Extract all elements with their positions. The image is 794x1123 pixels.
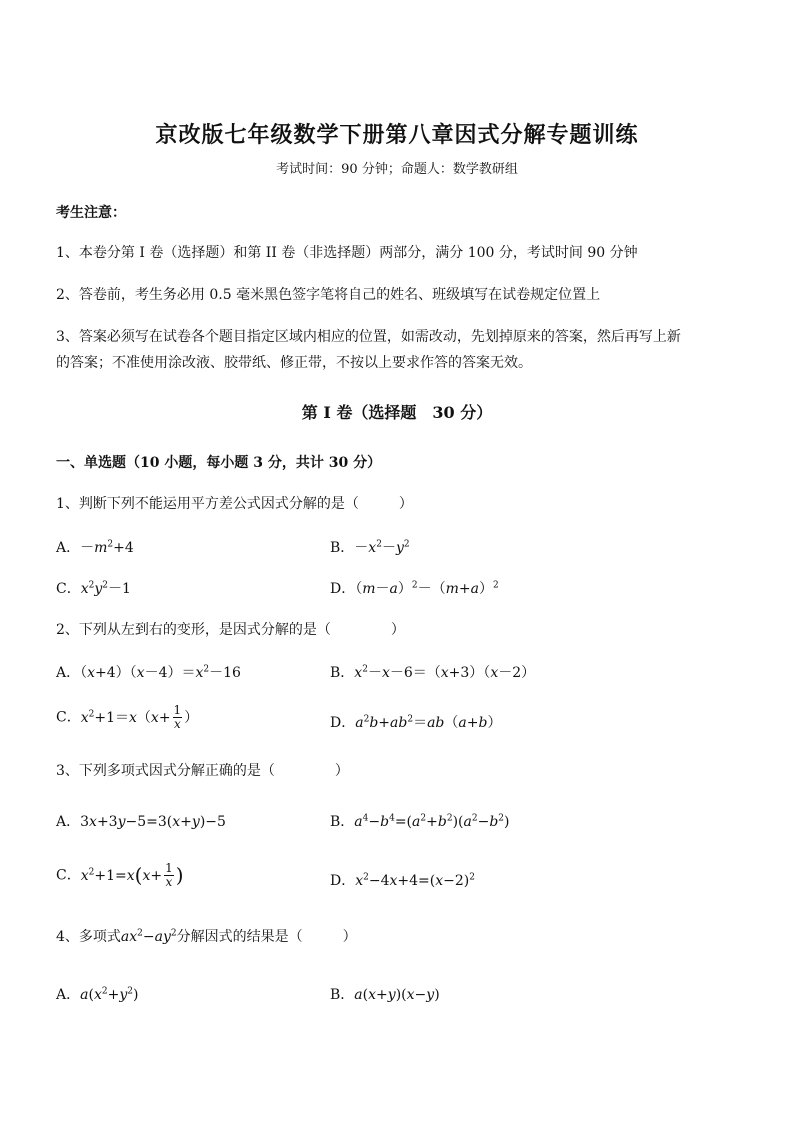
option-label: A． [56, 665, 81, 681]
q1-option-a[interactable]: A．$-m^2+4$ [56, 539, 134, 556]
question-2-close: ） [390, 622, 405, 638]
question-1-stem: 1、判断下列不能运用平方差公式因式分解的是（ [56, 496, 359, 512]
notice-item-3b: 的答案；不准使用涂改液、胶带纸、修正带，不按以上要求作答的答案无效。 [56, 355, 532, 371]
option-label: D． [330, 581, 356, 597]
question-2-stem: 2、下列从左到右的变形，是因式分解的是（ [56, 622, 331, 638]
q3-option-d[interactable]: D．$x^2-4x+4=(x-2)^2$ [330, 872, 476, 889]
option-label: C． [56, 867, 81, 884]
option-label: B． [330, 665, 355, 681]
q3-option-a[interactable]: A．3x+3y−5=3(x+y)−5 [56, 814, 226, 830]
option-label: D． [330, 873, 356, 889]
question-2 [56, 619, 746, 639]
option-label: A． [56, 540, 81, 556]
option-label: C． [56, 581, 81, 597]
q1-option-b[interactable]: B．$-x^2-y^2$ [330, 539, 410, 556]
question-4-stem-pre: 4、多项式 [56, 929, 121, 945]
exam-info: 考试时间：90 分钟；命题人：数学教研组 [276, 162, 518, 177]
notice-item-2: 2、答卷前，考生务必用 0.5 毫米黑色签字笔将自己的姓名、班级填写在试卷规定位置上 [56, 287, 601, 303]
option-label: D． [330, 715, 356, 731]
option-label: A． [56, 814, 81, 830]
question-3-stem: 3、下列多项式因式分解正确的是（ [56, 763, 275, 779]
part-heading: 一、单选题（10 小题，每小题 3 分，共计 30 分） [56, 455, 382, 471]
notice-item-1: 1、本卷分第 I 卷（选择题）和第 II 卷（非选择题）两部分，满分 100 分，考试时间 90 分钟 [56, 245, 638, 261]
option-label: A． [56, 987, 81, 1003]
q2-option-d[interactable]: D．$a^2b+ab^2=ab(a+b)$ [330, 714, 502, 731]
q3-option-c[interactable]: C．$x^2+1=x(x+$ $\frac{1}{x}$ ) [56, 861, 184, 889]
page-title: 京改版七年级数学下册第八章因式分解专题训练 [155, 122, 639, 148]
question-3 [56, 760, 746, 780]
q4-option-b[interactable]: B．a(x+y)(x−y) [330, 987, 440, 1003]
question-4: 4、多项式$ax^2-ay^2$分解因式的结果是（ ） [56, 928, 357, 945]
option-label: B． [330, 540, 355, 556]
q1-option-d[interactable]: D．$(m-a)^2-(m+a)^2$ [330, 580, 499, 597]
question-4-close: ） [342, 929, 357, 945]
option-label: C． [56, 709, 81, 726]
option-label: B． [330, 987, 355, 1003]
q1-option-c[interactable]: C．$x^2y^2-1$ [56, 580, 131, 597]
question-1 [56, 493, 746, 513]
q2-option-c[interactable]: C．$x^2+1=x(x+$ $\frac{1}{x}$ ） [56, 703, 199, 731]
question-4-stem-post: 分解因式的结果是（ [176, 929, 303, 945]
question-1-close: ） [398, 496, 413, 512]
notice-item-3a: 3、答案必须写在试卷各个题目指定区域内相应的位置，如需改动，先划掉原来的答案，然后再写上新 [56, 329, 681, 345]
fraction: $\frac{1}{x}$ [165, 861, 173, 889]
q3-option-b[interactable]: B．$a^4-b^4=(a^2+b^2)(a^2-b^2)$ [330, 813, 510, 830]
notice-heading: 考生注意： [56, 205, 126, 221]
section-title: 第 I 卷（选择题 30 分） [301, 403, 493, 422]
q4-option-a[interactable]: A．$a(x^2+y^2)$ [56, 986, 139, 1003]
question-3-close: ） [334, 763, 349, 779]
fraction: $\frac{1}{x}$ [173, 703, 182, 731]
q2-option-b[interactable]: B．$x^2-x-6=(x+3)(x-2)$ [330, 664, 536, 681]
q2-option-a[interactable]: A．$(x+4)(x-4)=x^2-16$ [56, 664, 241, 681]
option-label: B． [330, 814, 355, 830]
